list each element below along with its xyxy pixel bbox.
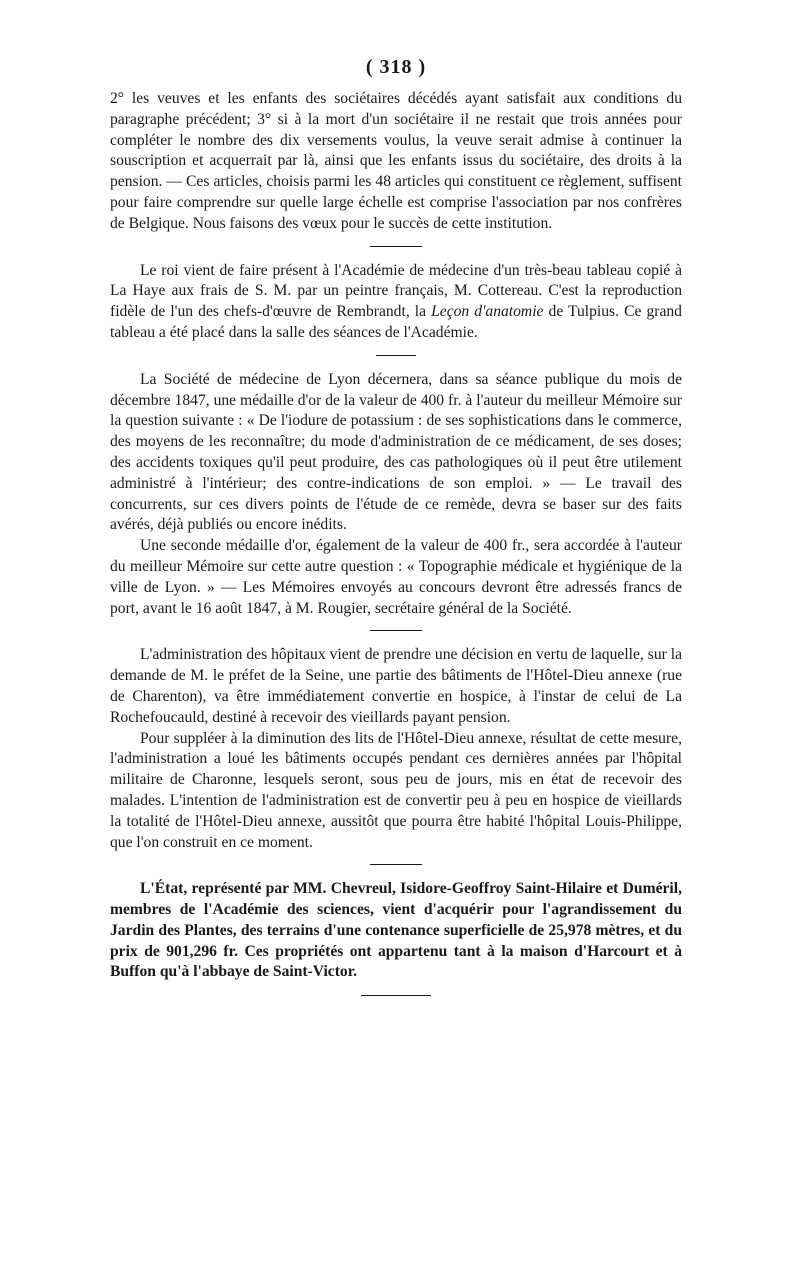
section-separator: [370, 630, 422, 631]
page-number: ( 318 ): [365, 56, 427, 78]
end-rule: [361, 995, 431, 996]
paragraph-lyon-prize: La Société de médecine de Lyon décernera, dans sa séance publique du mois de décembre 1847, une médaille d'or de la valeur de 400 fr. à l'auteur du meilleur Mémoire sur la question suivante : « De l'iodure de potassium : de ses sophistications dans le commerce, des moyens de les reconnaître; du mode d'administration de ce médicament, de ses doses; des accidents toxiques qu'il peut produire, des cas pathologiques où il peut être utilement administré à l'intérieur; des contre-indications de son emploi. » — Le travail des concurrents, sur ces divers points de l'étude de ce remède, devra se baser sur des faits avérés, déjà publiés ou encore inédits.: [110, 370, 682, 534]
paragraph-hotel-dieu: Pour suppléer à la diminution des lits de l'Hôtel-Dieu annexe, résultat de cette mesure, l'administration a loué les bâtiments occupés pendant ces dernières années par l'hôpital militaire de Charonne, lesquels seront, sous peu de jours, mis en état de recevoir des malades. L'intention de l'administration est de convertir peu à peu en hospice de vieillards la totalité de l'Hôtel-Dieu annexe, aussitôt que pourra être habité l'hôpital Louis-Philippe, que l'on construit en ce moment.: [110, 729, 682, 851]
paragraph-belgian-association: 2° les veuves et les enfants des sociétaires décédés ayant satisfait aux conditions du paragraphe précédent; 3° si à la mort d'un sociétaire il ne restait que trois années pour compléter le nombre des dix versements voulus, la veuve serait admise à continuer la souscription et acquerrait par là, ainsi que les enfants issus du sociétaire, des droits à la pension. — Ces articles, choisis parmi les 48 articles qui constituent ce règlement, suffisent pour faire comprendre sur quelle large échelle est comprise l'association par nos confrères de Belgique. Nous faisons des vœux pour le succès de cette institution.: [110, 90, 682, 232]
section-separator: [376, 355, 416, 356]
section-separator: [370, 246, 422, 247]
paragraph-jardin-des-plantes: L'État, représenté par MM. Chevreul, Isidore-Geoffroy Saint-Hilaire et Duméril, membres de l'Académie des sciences, vient d'acquérir pour l'agrandissement du Jardin des Plantes, des terrains d'une contenance superficielle de 25,978 mètres, et du prix de 901,296 fr. Ces propriétés ont appartenu tant à la maison d'Harcourt et à Buffon qu'à l'abbaye de Saint-Victor.: [110, 880, 682, 981]
paragraph-hospital-decision: L'administration des hôpitaux vient de prendre une décision en vertu de laquelle, sur la demande de M. le préfet de la Seine, une partie des bâtiments de l'Hôtel-Dieu annexe (rue de Charenton), va être immédiatement convertie en hospice, à l'instar de celui de La Rochefoucauld, destiné à recevoir des vieillards payant pension.: [110, 646, 682, 726]
page-body: [110, 56, 682, 996]
painting-title: Leçon d'anatomie: [431, 303, 544, 321]
paragraph-text: de Tulpius. Ce grand tableau a été placé dans la salle des séances de l'Académie.: [110, 303, 682, 341]
paragraph-second-medal: Une seconde médaille d'or, également de la valeur de 400 fr., sera accordée à l'auteur du meilleur Mémoire sur cette autre question : « Topographie médicale et hygiénique de la ville de Lyon. » — Les Mémoires envoyés au concours devront être adressés francs de port, avant le 16 août 1847, à M. Rougier, secrétaire général de la Société.: [110, 537, 682, 617]
paragraph-text: Le roi vient de faire présent à l'Académie de médecine d'un très-beau tableau copié à La Haye aux frais de S. M. par un peintre français, M. Cottereau. C'est la reproduction fidèle de l'un des chefs-d'œuvre de Rembrandt, la: [110, 261, 682, 321]
section-separator: [370, 864, 422, 865]
paragraph-rembrandt-painting: [110, 261, 682, 344]
